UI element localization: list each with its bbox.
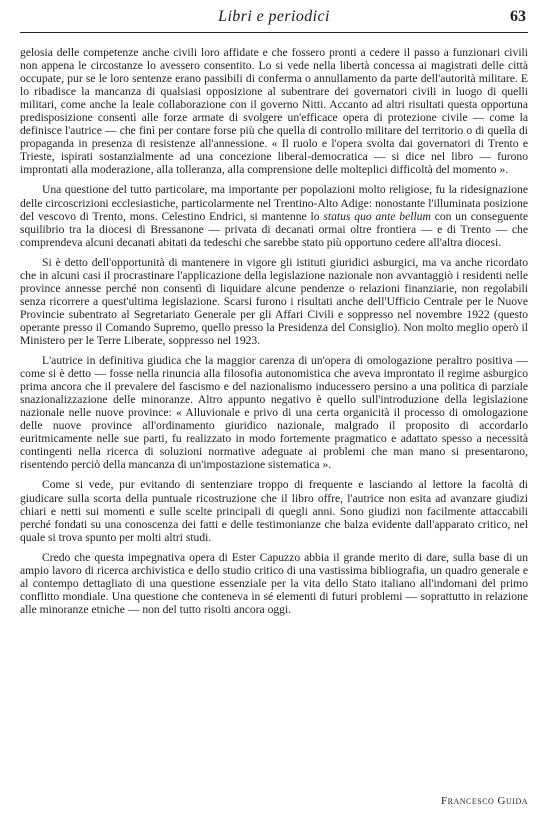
page-header bbox=[20, 6, 528, 33]
paragraph-2-text-before: Una questione del tutto particolare, ma importante per popolazioni molto religiose, fu la ridesignazione delle circoscrizioni ecclesiastiche, particolarmente nel Trentino-Alto Adige: nonostante l'illuminata posizione del vescovo di Trento, mons. Celestino Endrici, si mantenne lo bbox=[20, 183, 528, 223]
paragraph-4: L'autrice in definitiva giudica che la maggior carenza di un'opera di omologazione peraltro positiva — come si è detto — fosse nella rinuncia alla filosofia autonomistica che aveva improntato il regime asburgico prima ancora che il prevalere del fascismo e del nazionalismo inducessero persino a una politica di parziale snazionalizzazione delle minoranze. Altro appunto negativo è quello sull'introduzione della legislazione nazionale nelle nuove province: « Alluvionale e privo di una certa organicità il processo di omologazione delle nuove province all'ordinamento giuridico nazionale, malgrado il proposito di accordarlo euritmicamente nelle sue parti, fu realizzato in modo fortemente pragmatico e adattato spesso a necessità contingenti nella ricerca di soluzioni normative adeguate ai problemi che man mano si presentarono, risentendo perciò della mancanza di un'impostazione sistematica ». bbox=[20, 354, 528, 472]
paragraph-5: Come si vede, pur evitando di sentenziare troppo di frequente e lasciando al lettore la facoltà di giudicare sulla scorta della puntuale ricostruzione che il libro offre, l'autrice non esita ad avanzare giudizi chiari e netti sui momenti e sulle scelte principali di quegli anni. Sono giudizi non facilmente attaccabili perché fondati su una conoscenza dei fatti e delle testimonianze che balza evidente dall'apparato critico, nel quale si trova spunto per molti altri studi. bbox=[20, 478, 528, 544]
paragraph-2-italic-phrase: status quo ante bellum bbox=[323, 209, 431, 223]
paragraph-1: gelosia delle competenze anche civili loro affidate e che fossero pronti a cedere il passo a funzionari civili non appena le circostanze lo avessero consentito. Lo si vede nella libertà concessa ai magistrati delle città occupate, pur se le loro sentenze erano passibili di conferma o annullamento da parte dell'autorità militare. E lo ribadisce la mancanza di qualsiasi opposizione al subentrare dei governatori civili in luogo di quelli militari, come anche la leale collaborazione con il governo Nitti. Accanto ad altri risultati questa opportuna predisposizione consentì alle forze armate di svolgere un'efficace opera di protezione civile — come la definisce l'autrice — che finì per contare forse più che quella di controllo militare del territorio o di quella di propaganda in presenza di resistenze all'annessione. « Il ruolo e l'opera svolta dai governatori di Trento e Trieste, ispirati sostanzialmente ad una concezione liberal-democratica — si dice nel libro — furono improntati alla moderazione, alla tolleranza, alla comprensione delle molteplici difficoltà del momento ». bbox=[20, 46, 528, 177]
paragraph-6: Credo che questa impegnativa opera di Ester Capuzzo abbia il grande merito di dare, sulla base di un ampio lavoro di ricerca archivistica e dello studio critico di una vastissima bibliografia, un quadro generale e al contempo dettagliato di una questione essenziale per la vita dello Stato italiano all'indomani del primo conflitto mondiale. Una questione che conteneva in sé elementi di futuri problemi — soprattutto in relazione alle minoranze etniche — non del tutto risolti ancora oggi. bbox=[20, 550, 528, 616]
article-body bbox=[20, 46, 528, 623]
paragraph-2-text-after: con un conseguente squilibrio tra la diocesi di Bressanone — privata di decanati ormai oltre frontiera — e di Trento — che comprendeva alcuni decanati abitati da tedeschi che sarebbe stato più opportuno cedere all'altra diocesi. bbox=[20, 209, 528, 249]
page-number: 63 bbox=[510, 8, 526, 25]
paragraph-3: Si è detto dell'opportunità di mantenere in vigore gli istituti giuridici asburgici, ma va anche ricordato che in alcuni casi il procrastinare l'applicazione della legislazione nazionale non avvantaggiò i residenti nelle province annesse perché non consentì di liquidare alcune pendenze o relazioni finanziarie, non regolabili senza ricorrere a quest'ultima legislazione. Scarsi furono i risultati anche dell'Ufficio Centrale per le Nuove Provincie subentrato al Segretariato Generale per gli Affari Civili e soppresso nel novembre 1922 (questo operante presso il Comando Supremo, quello presso la Presidenza del Consiglio). Non molto meglio operò il Ministero per le Terre Liberate, soppresso nel 1923. bbox=[20, 255, 528, 347]
author-signature: Francesco Guida bbox=[441, 795, 528, 807]
running-title: Libri e periodici bbox=[218, 8, 330, 25]
paragraph-2 bbox=[20, 183, 528, 248]
